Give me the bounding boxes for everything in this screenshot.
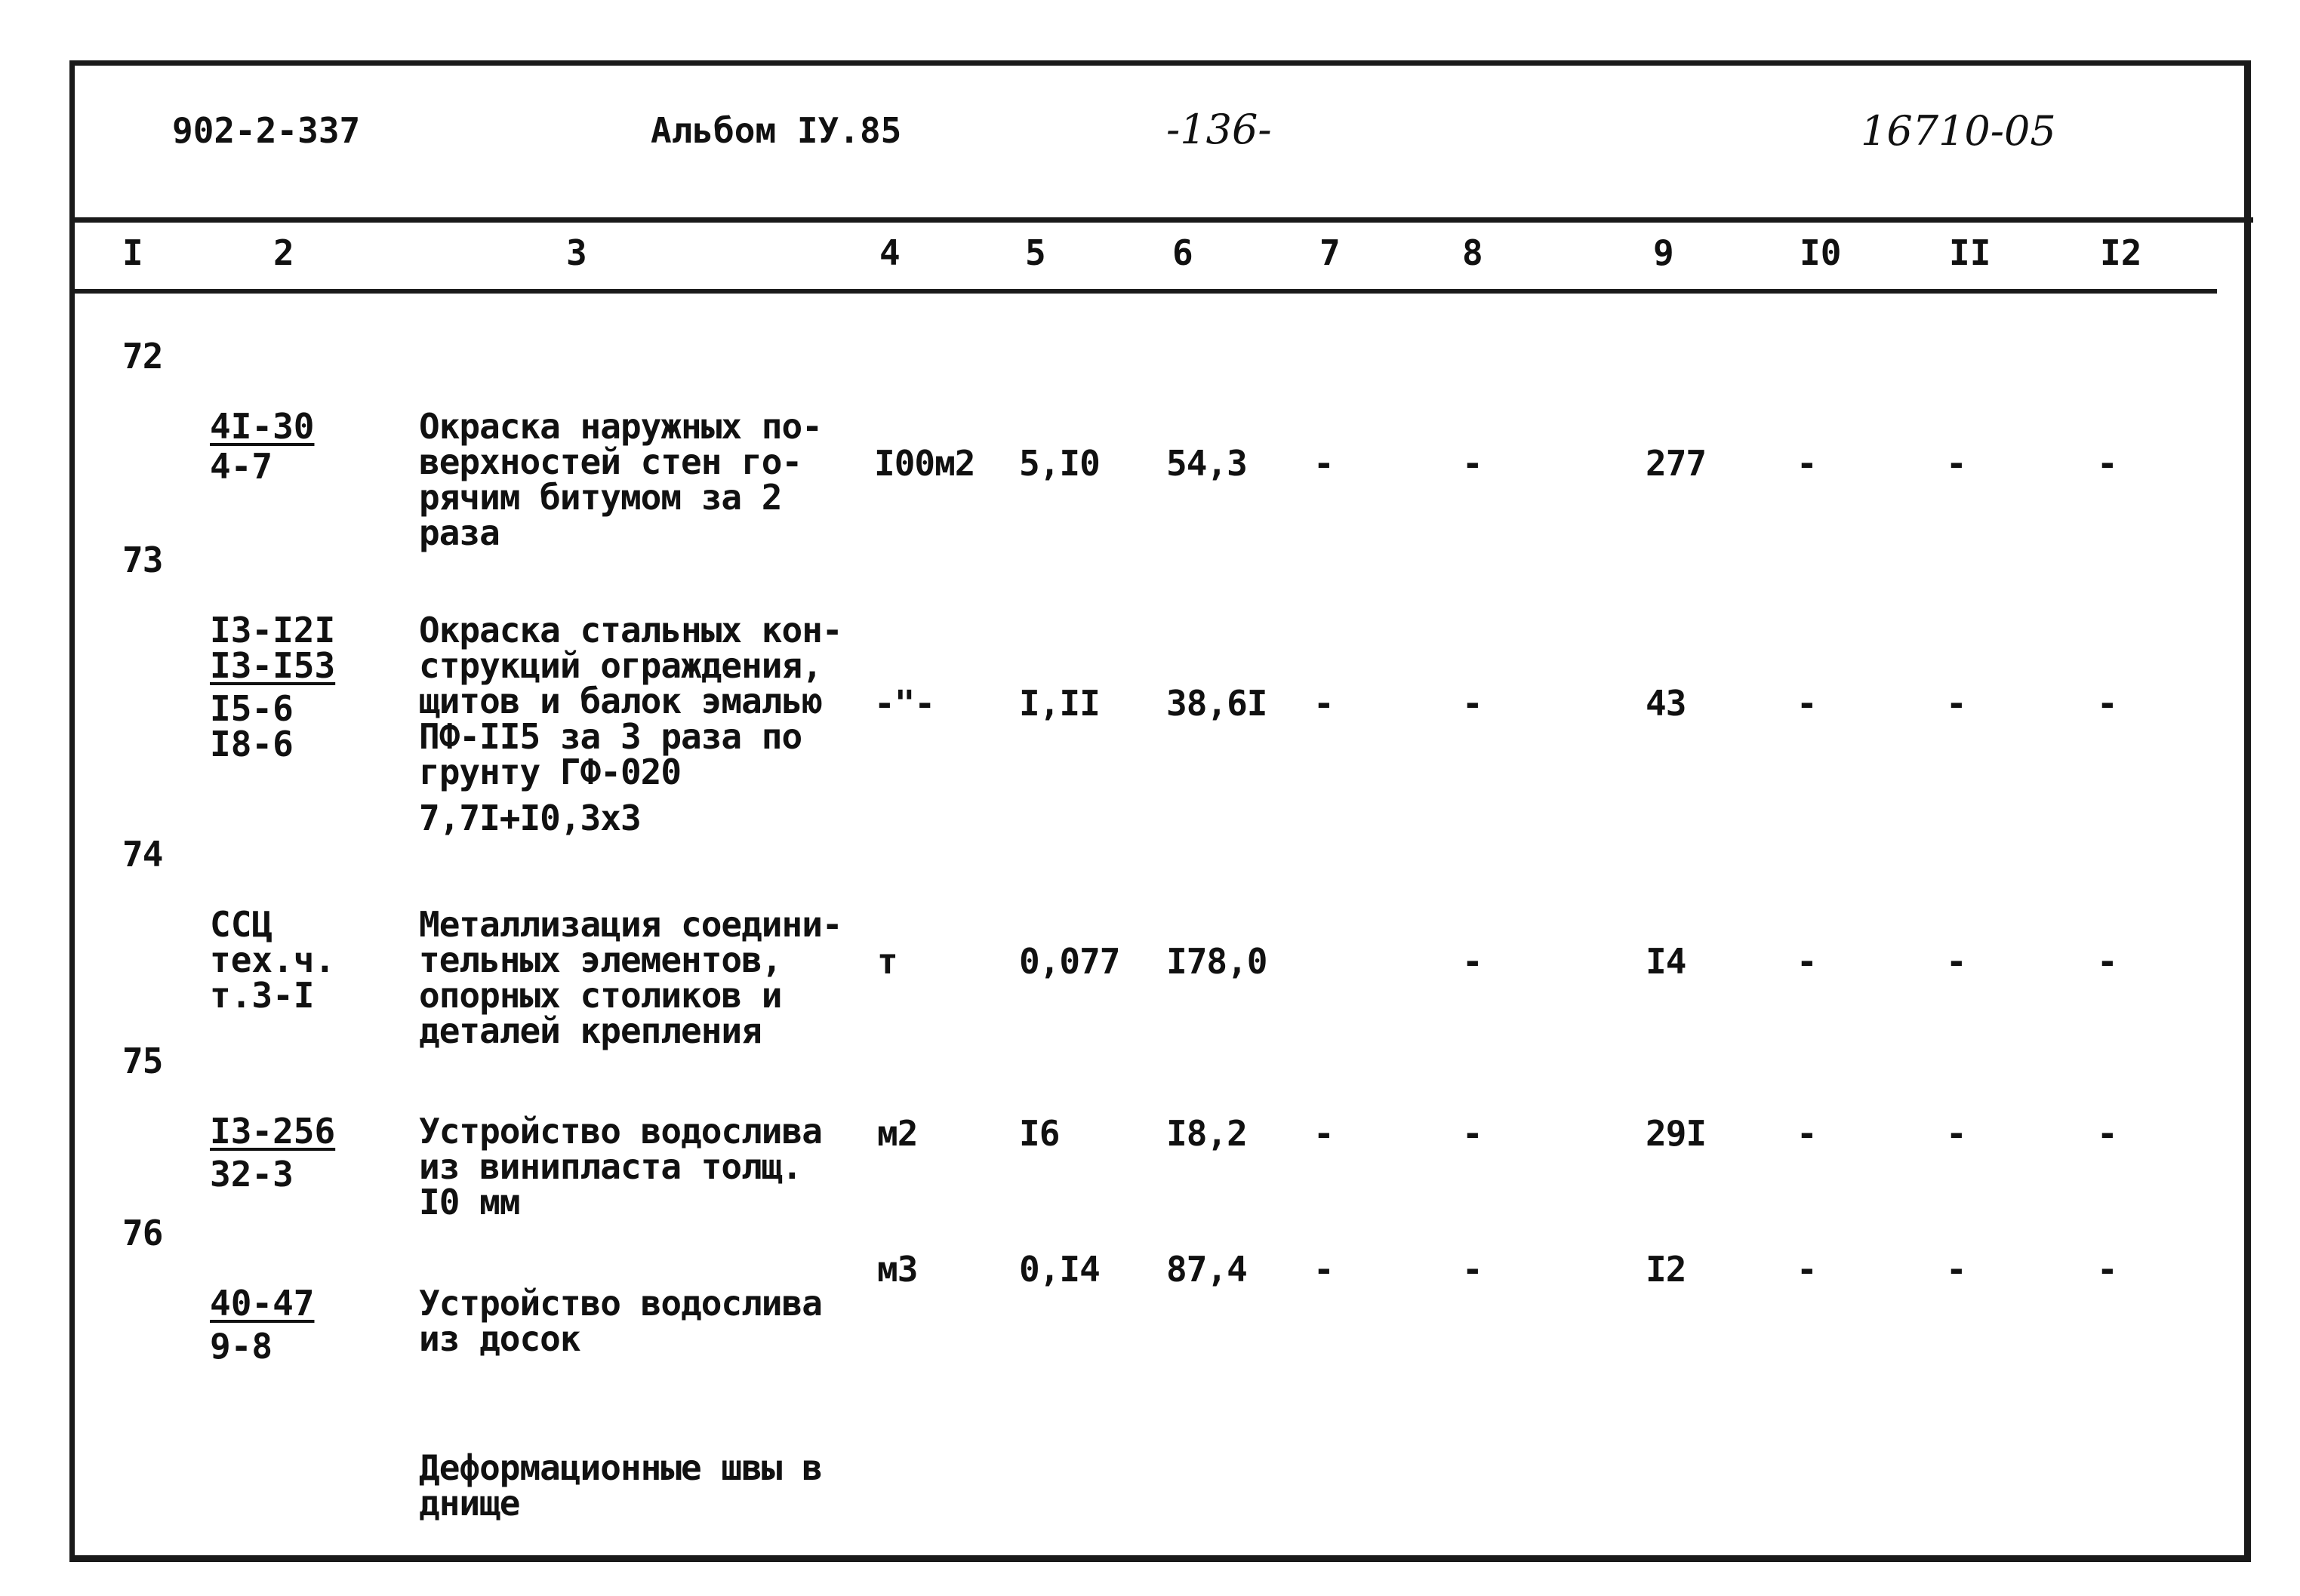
column-header-divider [72,289,2217,294]
row-76-price: 87,4 [1166,1249,1247,1290]
row-72-code [210,338,391,520]
header-divider [72,217,2253,223]
row-76-col7: - [1313,1249,1334,1290]
col-header-1: I [122,232,143,273]
col-header-2: 2 [273,232,294,273]
desc-line: Окраска стальных кон- [419,610,842,650]
desc-line: Металлизация соедини- [419,904,842,945]
row-76-col11: - [1946,1249,1966,1290]
row-73-col7: - [1313,683,1334,724]
col-header-3: 3 [566,232,587,273]
row-73-code-line: I8-6 [210,724,294,764]
row-75-price: I8,2 [1166,1113,1247,1154]
row-76-description [419,1215,887,1392]
row-73-description [419,542,887,872]
row-74-col9: I4 [1646,941,1686,982]
row-75-unit: м2 [877,1113,918,1154]
col-header-6: 6 [1172,232,1193,273]
row-74-code [210,836,391,1049]
desc-line: Устройство водослива [419,1283,822,1324]
col-header-4: 4 [879,232,901,273]
row-72-unit: I00м2 [874,443,975,484]
row-73-qty: I,II [1019,683,1100,724]
row-72-code-line: 4I-30 [210,406,315,447]
row-73-col10: - [1797,683,1817,724]
row-75-code-line: 32-3 [210,1154,294,1195]
row-73-code-line: I3-I2I [210,610,336,650]
section-title [419,1379,887,1557]
album-title: Альбом IУ.85 [651,110,902,151]
row-75-col9: 29I [1646,1113,1707,1154]
row-73-col11: - [1946,683,1966,724]
row-76-code [210,1215,391,1400]
row-76-code-line: 40-47 [210,1283,315,1324]
desc-line: верхностей стен го- [419,441,802,482]
desc-line: I0 мм [419,1182,520,1222]
row-76-qty: 0,I4 [1019,1249,1100,1290]
row-75-number: 75 [122,1041,163,1081]
desc-line: из винипласта толщ. [419,1146,802,1187]
row-73-col12: - [2097,683,2117,724]
page-number: -136- [1166,106,1272,153]
row-73-code-line: I3-I53 [210,645,336,686]
col-header-9: 9 [1653,232,1674,273]
col-header-11: II [1949,232,1991,273]
desc-line: щитов и балок эмалью [419,681,822,721]
row-74-code-line: т.3-I [210,975,315,1016]
desc-line: Окраска наружных по- [419,406,822,447]
row-74-unit: т [877,941,898,982]
desc-line: Устройство водослива [419,1111,822,1152]
row-73-col9: 43 [1646,683,1686,724]
row-76-number: 76 [122,1213,163,1253]
col-header-12: I2 [2100,232,2142,273]
row-74-qty: 0,077 [1019,941,1120,982]
page-frame [69,60,2251,1562]
col-header-5: 5 [1025,232,1046,273]
row-75-code [210,1043,391,1228]
col-header-8: 8 [1462,232,1483,273]
row-72-col12: - [2097,443,2117,484]
row-74-col11: - [1946,941,1966,982]
row-74-code-line: ССЦ [210,904,273,945]
desc-line: раза [419,512,500,553]
col-header-10: I0 [1800,232,1842,273]
row-72-col7: - [1313,443,1334,484]
row-76-unit: м3 [877,1249,918,1290]
section-title-line: днище [419,1483,520,1524]
row-74-number: 74 [122,834,163,875]
row-76-col9: I2 [1646,1249,1686,1290]
row-76-code-line: 9-8 [210,1326,273,1367]
row-74-price: I78,0 [1166,941,1267,982]
row-72-col8: - [1462,443,1483,484]
row-76-col12: - [2097,1249,2117,1290]
row-72-col10: - [1797,443,1817,484]
doc-code: 902-2-337 [172,110,361,151]
section-title-line: Деформационные швы в [419,1447,822,1488]
desc-line: ПФ-II5 за 3 раза по [419,716,802,757]
row-72-col9: 277 [1646,443,1707,484]
row-72-code-line: 4-7 [210,446,273,487]
row-73-unit: -"- [874,683,935,724]
row-74-col12: - [2097,941,2117,982]
row-72-number: 72 [122,336,163,377]
row-75-col12: - [2097,1113,2117,1154]
desc-line: тельных элементов, [419,939,782,980]
desc-line: опорных столиков и [419,975,782,1016]
col-header-7: 7 [1319,232,1341,273]
row-75-col10: - [1797,1113,1817,1154]
row-75-col11: - [1946,1113,1966,1154]
row-72-qty: 5,I0 [1019,443,1100,484]
row-74-col8: - [1462,941,1483,982]
row-73-price: 38,6I [1166,683,1267,724]
row-76-col10: - [1797,1249,1817,1290]
desc-formula: 7,7I+I0,3x3 [419,798,641,838]
row-74-code-line: тех.ч. [210,939,336,980]
row-73-col8: - [1462,683,1483,724]
row-73-code [210,542,391,798]
archive-number: 16710-05 [1861,107,2056,155]
desc-line: грунту ГФ-020 [419,752,682,792]
row-76-col8: - [1462,1249,1483,1290]
desc-line: струкций ограждения, [419,645,822,686]
desc-line: из досок [419,1318,580,1359]
row-75-col8: - [1462,1113,1483,1154]
row-72-price: 54,3 [1166,443,1247,484]
row-75-qty: I6 [1019,1113,1060,1154]
row-75-code-line: I3-256 [210,1111,336,1152]
desc-line: рячим битумом за 2 [419,477,782,518]
row-73-number: 73 [122,540,163,580]
row-72-col11: - [1946,443,1966,484]
row-75-col7: - [1313,1113,1334,1154]
row-74-col10: - [1797,941,1817,982]
row-73-code-line: I5-6 [210,688,294,729]
desc-line: деталей крепления [419,1010,762,1051]
